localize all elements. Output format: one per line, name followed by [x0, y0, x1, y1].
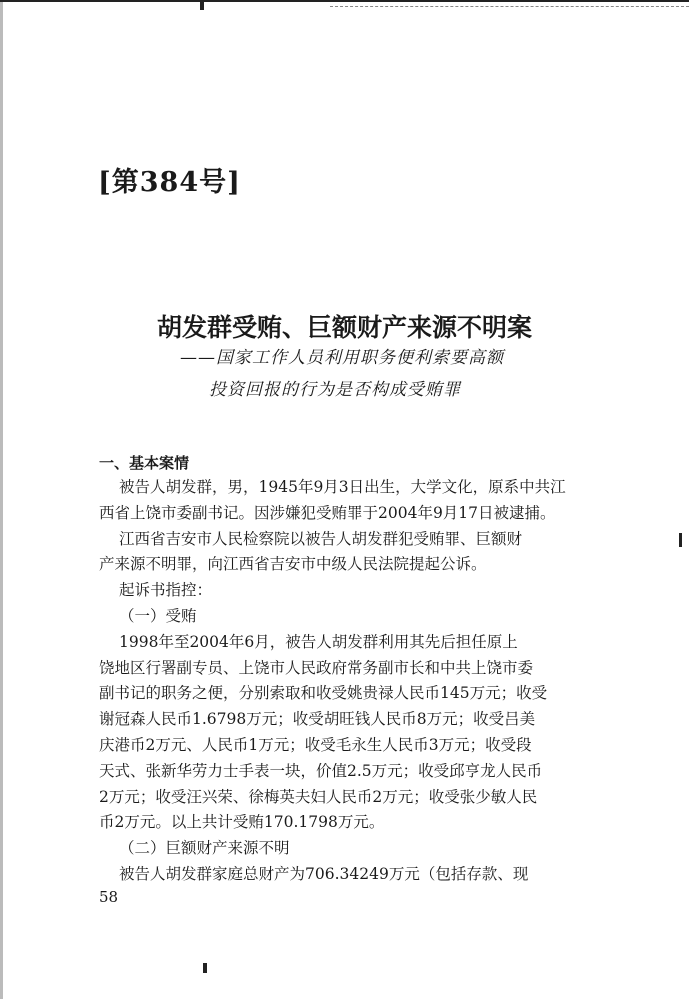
case-title: 胡发群受贿、巨额财产来源不明案: [156, 313, 532, 342]
case-number: [第384号]: [98, 167, 241, 198]
case-subtitle-line-2: 投资回报的行为是否构成受贿罪: [209, 380, 461, 400]
page-number: 58: [99, 888, 119, 906]
body-line: （一）受贿: [119, 606, 197, 625]
margin-print-mark: [679, 533, 682, 547]
body-line: 江西省吉安市人民检察院以被告人胡发群犯受贿罪、巨额财: [119, 529, 523, 548]
bottom-print-mark: [203, 963, 207, 973]
body-line: 产来源不明罪，向江西省吉安市中级人民法院提起公诉。: [99, 555, 487, 574]
body-line: 西省上饶市委副书记。因涉嫌犯受贿罪于2004年9月17日被逮捕。: [99, 503, 556, 522]
case-subtitle-line-1: ——国家工作人员利用职务便利索要高额: [180, 348, 504, 368]
body-line: 起诉书指控：: [119, 581, 213, 600]
body-line: 副书记的职务之便，分别索取和收受姚贵禄人民币145万元；收受: [99, 684, 548, 703]
top-rule-dashed: [330, 6, 689, 7]
body-line: 1998年至2004年6月，被告人胡发群利用其先后担任原上: [119, 632, 518, 651]
body-text: [99, 475, 591, 888]
body-line: 谢冠森人民币1.6798万元；收受胡旺钱人民币8万元；收受吕美: [99, 710, 536, 729]
top-print-mark: [200, 0, 204, 10]
body-line: 2万元；收受汪兴荣、徐梅英夫妇人民币2万元；收受张少敏人民: [99, 787, 538, 806]
body-line: （二）巨额财产来源不明: [119, 839, 290, 858]
section-heading: 一、基本案情: [99, 454, 190, 472]
body-line: 被告人胡发群家庭总财产为706.34249万元（包括存款、现: [119, 864, 529, 883]
body-line: 天式、张新华劳力士手表一块，价值2.5万元；收受邱亨龙人民币: [99, 761, 543, 780]
page-left-edge: [0, 0, 3, 999]
body-line: 庆港币2万元、人民币1万元；收受毛永生人民币3万元；收受段: [99, 735, 532, 754]
body-line: 币2万元。以上共计受贿170.1798万元。: [99, 813, 385, 832]
body-line: 被告人胡发群，男，1945年9月3日出生，大学文化，原系中共江: [119, 478, 566, 496]
body-line: 饶地区行署副专员、上饶市人民政府常务副市长和中共上饶市委: [99, 658, 534, 677]
